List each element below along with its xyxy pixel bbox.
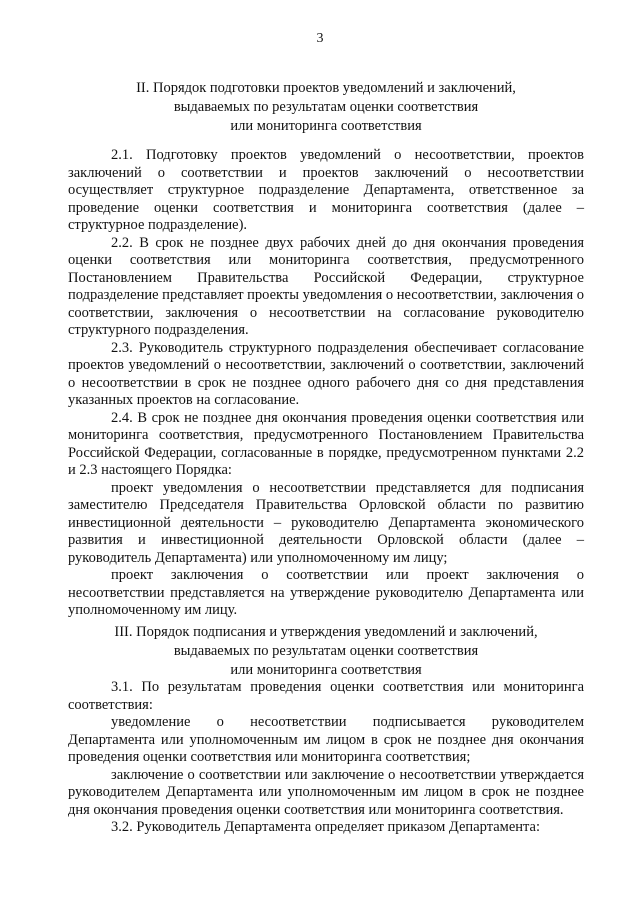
paragraph-2-4-conclusion: проект заключения о соответствии или проект заключения о несоответствии представляется на утверждение руководителю Департамента или уполномоченному им лицу. — [68, 567, 584, 618]
paragraph-3-1-conclusion: заключение о соответствии или заключение о несоответствии утверждается руководителем Департамента или уполномоченным им лицом в срок не позднее дня окончания проведения оценки соответствия или мониторинга соответствия. — [68, 766, 584, 818]
paragraph-2-3: 2.3. Руководитель структурного подразделения обеспечивает согласование проектов уведомлений о несоответствии, заключений о соответствии, заключений о несоответствии в срок не позднее одного рабочего дня со дня представления указанных проектов на согласование. — [68, 339, 584, 408]
section-2-title — [68, 79, 584, 136]
section-2-title-line: выдаваемых по результатам оценки соответствия — [173, 99, 479, 115]
paragraph-2-4: 2.4. В срок не позднее дня окончания проведения оценки соответствия или мониторинга соответствия, предусмотренного Постановлением Правительства Российской Федерации, согласованные в порядке, предусмотренном пунктами 2.2 и 2.3 настоящего Порядка: — [68, 409, 584, 478]
section-3-title-line: выдаваемых по результатам оценки соответствия — [173, 643, 479, 659]
paragraph-3-2: 3.2. Руководитель Департамента определяет приказом Департамента: — [111, 819, 540, 835]
section-2-body — [68, 147, 584, 620]
section-3-title — [68, 623, 584, 680]
paragraph-2-4-notice: проект уведомления о несоответствии представляется для подписания заместителю Председателя Правительства Орловской области по развитию инвестиционной деятельности – руководителю Департамента экономического развития и инвестиционной деятельности Орловской области (далее – руководитель Департамента) или уполномоченному им лицу; — [68, 479, 584, 566]
section-2-title-line: II. Порядок подготовки проектов уведомлений и заключений, — [136, 80, 516, 96]
paragraph-3-1: 3.1. По результатам проведения оценки соответствия или мониторинга соответствия: — [68, 679, 584, 713]
section-3-title-line: или мониторинга соответствия — [230, 662, 422, 678]
section-3-title-line: III. Порядок подписания и утверждения уведомлений и заключений, — [114, 624, 538, 640]
paragraph-2-1: 2.1. Подготовку проектов уведомлений о несоответствии, проектов заключений о соответствии и проектов заключений о несоответствии осуществляет структурное подразделение Департамента, ответственное за проведение оценки соответствия и мониторинга соответствия (далее – структурное подразделение). — [68, 147, 584, 233]
paragraph-3-1-notice: уведомление о несоответствии подписывается руководителем Департамента или уполномоченным им лицом в срок не позднее дня окончания проведения оценки соответствия или мониторинга соответствия; — [68, 714, 584, 765]
section-3-body — [68, 679, 584, 837]
paragraph-2-2: 2.2. В срок не позднее двух рабочих дней до дня окончания проведения оценки соответствия или мониторинга соответствия, предусмотренного Постановлением Правительства Российской Федерации, структурное подразделение представляет проекты уведомления о несоответствии, заключения о соответствии, заключения о несоответствии на согласование руководителю структурного подразделения. — [68, 234, 584, 338]
page-number: 3 — [316, 31, 324, 46]
section-2-title-line: или мониторинга соответствия — [230, 118, 422, 134]
